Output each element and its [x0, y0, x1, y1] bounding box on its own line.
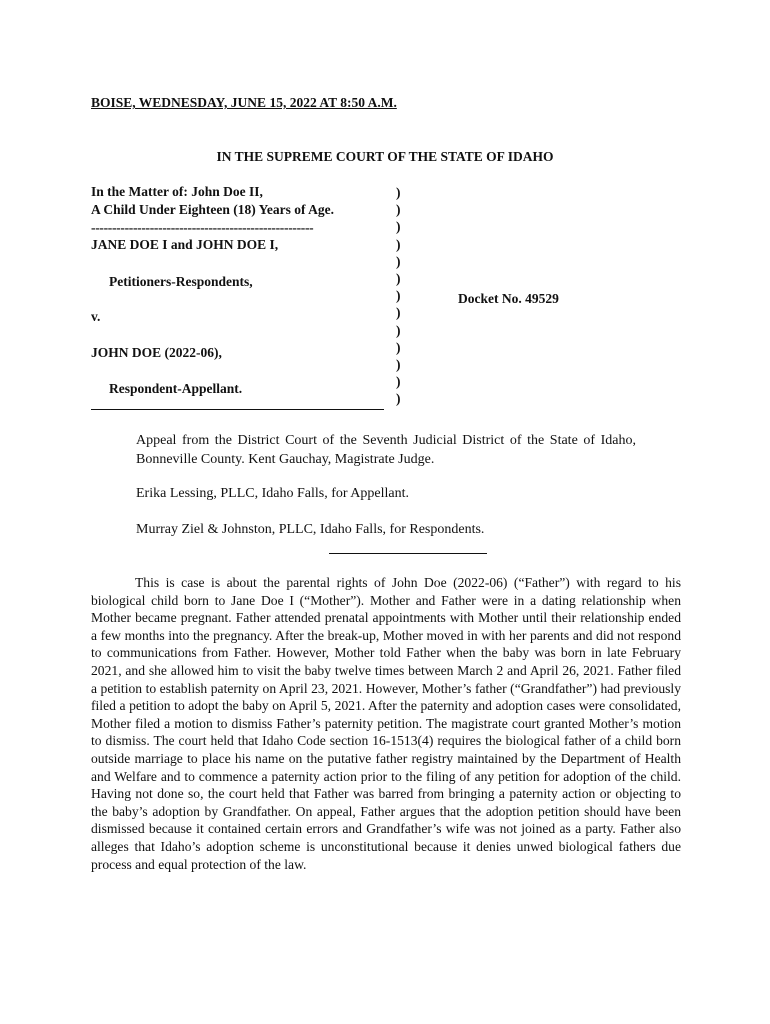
- court-title: IN THE SUPREME COURT OF THE STATE OF IDAHO: [216, 149, 554, 164]
- paren: ): [396, 288, 401, 304]
- respondent-role: Respondent-Appellant.: [109, 381, 243, 396]
- counsel-respondents: Murray Ziel & Johnston, PLLC, Idaho Falls, for Respondents.: [136, 522, 485, 537]
- paren: ): [396, 339, 401, 355]
- respondent-name: JOHN DOE (2022-06),: [91, 345, 222, 360]
- matter-line-2: A Child Under Eighteen (18) Years of Age.: [91, 202, 334, 217]
- paren: ): [396, 322, 401, 338]
- appeal-info: Appeal from the District Court of the Seventh Judicial District of the State of Idaho, Bonneville County. Kent Gauchay, Magistrate Judge.: [136, 433, 636, 467]
- paren: ): [396, 219, 401, 235]
- paren: ): [396, 202, 401, 218]
- dateline: BOISE, WEDNESDAY, JUNE 15, 2022 AT 8:50 A.M.: [91, 95, 397, 110]
- petitioners-names: JANE DOE I and JOHN DOE I,: [91, 237, 279, 252]
- opinion-summary-paragraph: This is case is about the parental rights of John Doe (2022-06) (“Father”) with regard to his biological child born to Jane Doe I (“Mother”). Mother and Father were in a dating relationship when Mother became pregnant. Father attended prenatal appointments with Mother until their relationship ended a few months into the pregnancy. After the break-up, Mother moved in with her parents and did not respond to communications from Father. However, Mother told Father when the baby was born in late February 2021, and she allowed him to visit the baby twelve times between March 2 and April 26, 2021. Father filed a petition to establish paternity on April 23, 2021. However, Mother’s father (“Grandfather”) had previously filed a petition to adopt the baby on April 5, 2021. After the paternity and adoption cases were consolidated, Mother filed a motion to dismiss Father’s paternity petition. The magistrate court granted Mother’s motion to dismiss. The court held that Idaho Code section 16-1513(4) requires the biological father of a child born outside marriage to place his name on the putative father registry maintained by the Department of Health and Welfare and to commence a paternity action prior to the filing of any petition for adoption of the child. Having not done so, the court held that Father was barred from bringing a paternity action or objecting to the baby’s adoption by Grandfather. On appeal, Father argues that the adoption petition should have been dismissed because it contained certain errors and Grandfather’s wife was not joined as a party. Father also alleges that Idaho’s adoption scheme is unconstitutional because it denies unwed biological fathers due process and equal protection of the law.: [91, 575, 681, 872]
- paren: ): [396, 236, 401, 252]
- paren: ): [396, 357, 401, 373]
- docket-number: Docket No. 49529: [458, 291, 559, 306]
- caption-paren-column: [396, 184, 401, 408]
- petitioners-role: Petitioners-Respondents,: [109, 274, 253, 289]
- section-divider: [329, 553, 487, 554]
- paren: ): [396, 185, 401, 200]
- versus: v.: [91, 309, 101, 324]
- matter-line-1: In the Matter of: John Doe II,: [91, 184, 263, 199]
- counsel-appellant: Erika Lessing, PLLC, Idaho Falls, for Appellant.: [136, 486, 409, 501]
- caption-bottom-rule: [91, 409, 384, 410]
- caption-dashes: -----------------------------------------------------: [91, 220, 314, 235]
- paren: ): [396, 271, 401, 287]
- paren: ): [396, 253, 401, 269]
- paren: ): [396, 391, 401, 407]
- paren: ): [396, 305, 401, 321]
- paren: ): [396, 374, 401, 390]
